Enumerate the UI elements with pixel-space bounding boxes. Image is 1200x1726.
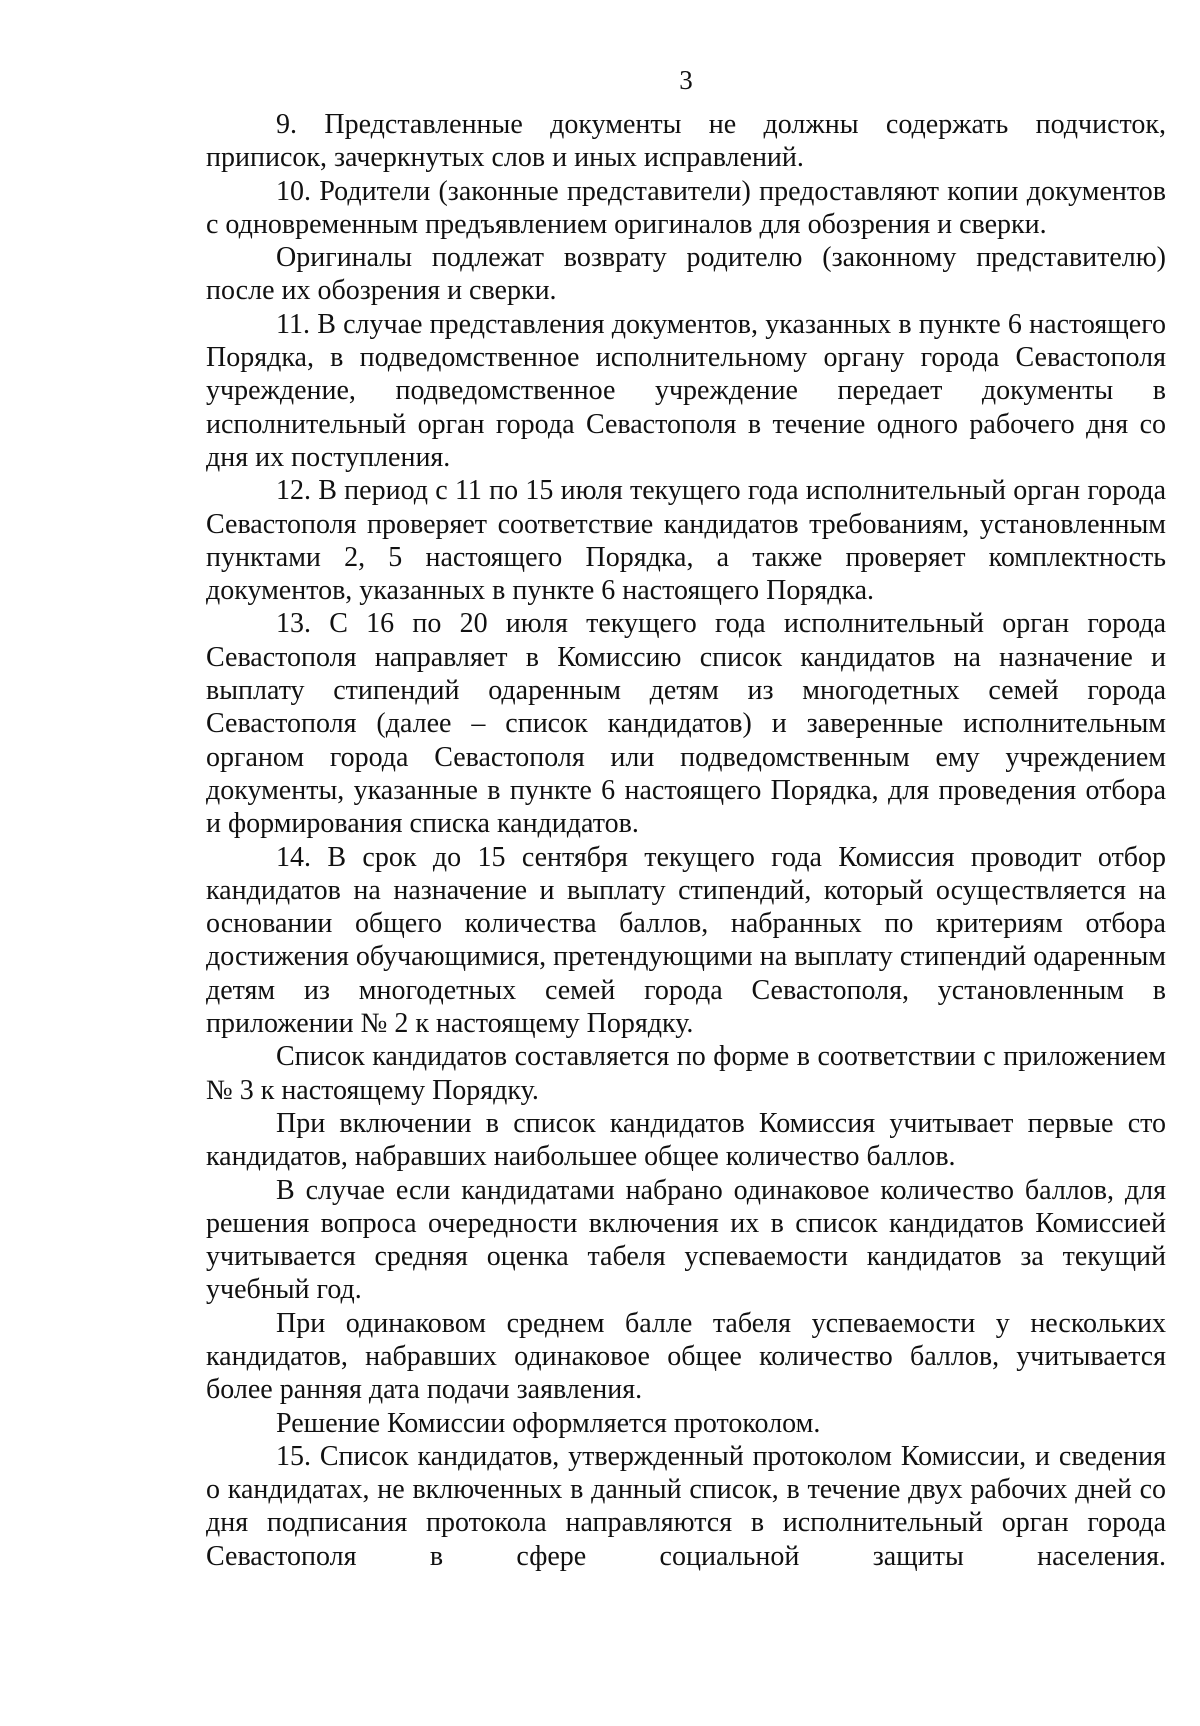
paragraph-15: 15. Список кандидатов, утвержденный протоколом Комиссии, и сведения о кандидатах, не включенных в данный список, в течение двух рабочих дней со дня подписания протокола направляются в исполнительный орган города Севастополя в сфере социальной защиты населения. <box>206 1440 1166 1572</box>
paragraph-14-equal-points: В случае если кандидатами набрано одинаковое количество баллов, для решения вопроса очередности включения их в список кандидатов Комиссией учитывается средняя оценка табеля успеваемости кандидатов за текущий учебный год. <box>206 1174 1166 1306</box>
paragraph-10-originals: Оригиналы подлежат возврату родителю (законному представителю) после их обозрения и сверки. <box>206 242 1166 307</box>
paragraph-14-protocol: Решение Комиссии оформляется протоколом. <box>276 1407 821 1439</box>
paragraph-12: 12. В период с 11 по 15 июля текущего года исполнительный орган города Севастополя проверяет соответствие кандидатов требованиям, установленным пунктами 2, 5 настоящего Порядка, а также проверяет комплектность документов, указанных в пункте 6 настоящего Порядка. <box>206 475 1166 607</box>
paragraph-11: 11. В случае представления документов, указанных в пункте 6 настоящего Порядка, в подведомственное исполнительному органу города Севастополя учреждение, подведомственное учреждение передает документы в исполнительный орган города Севастополя в течение одного рабочего дня со дня их поступления. <box>206 308 1166 473</box>
paragraph-14-equal-average: При одинаковом среднем балле табеля успеваемости у нескольких кандидатов, набравших одинаковое общее количество баллов, учитывается более ранняя дата подачи заявления. <box>206 1307 1166 1406</box>
page-number: 3 <box>679 65 693 95</box>
paragraph-9: 9. Представленные документы не должны содержать подчисток, приписок, зачеркнутых слов и иных исправлений. <box>206 109 1166 174</box>
paragraph-10: 10. Родители (законные представители) предоставляют копии документов с одновременным предъявлением оригиналов для обозрения и сверки. <box>206 175 1166 240</box>
paragraph-13: 13. С 16 по 20 июля текущего года исполнительный орган города Севастополя направляет в Комиссию список кандидатов на назначение и выплату стипендий одаренным детям из многодетных семей города Севастополя (далее – список кандидатов) и заверенные исполнительным органом города Севастополя или подведомственным ему учреждением документы, указанные в пункте 6 настоящего Порядка, для проведения отбора и формирования списка кандидатов. <box>206 608 1166 840</box>
paragraph-14-first-hundred: При включении в список кандидатов Комиссия учитывает первые сто кандидатов, набравших наибольшее общее количество баллов. <box>206 1107 1166 1173</box>
document-body <box>206 108 1166 1573</box>
paragraph-14-candidate-list-form: Список кандидатов составляется по форме в соответствии с приложением № 3 к настоящему Порядку. <box>206 1041 1166 1106</box>
paragraph-14: 14. В срок до 15 сентября текущего года Комиссия проводит отбор кандидатов на назначение и выплату стипендий, который осуществляется на основании общего количества баллов, набранных по критериям отбора достижения обучающимися, претендующими на выплату стипендий одаренным детям из многодетных семей города Севастополя, установленным в приложении № 2 к настоящему Порядку. <box>206 841 1166 1040</box>
